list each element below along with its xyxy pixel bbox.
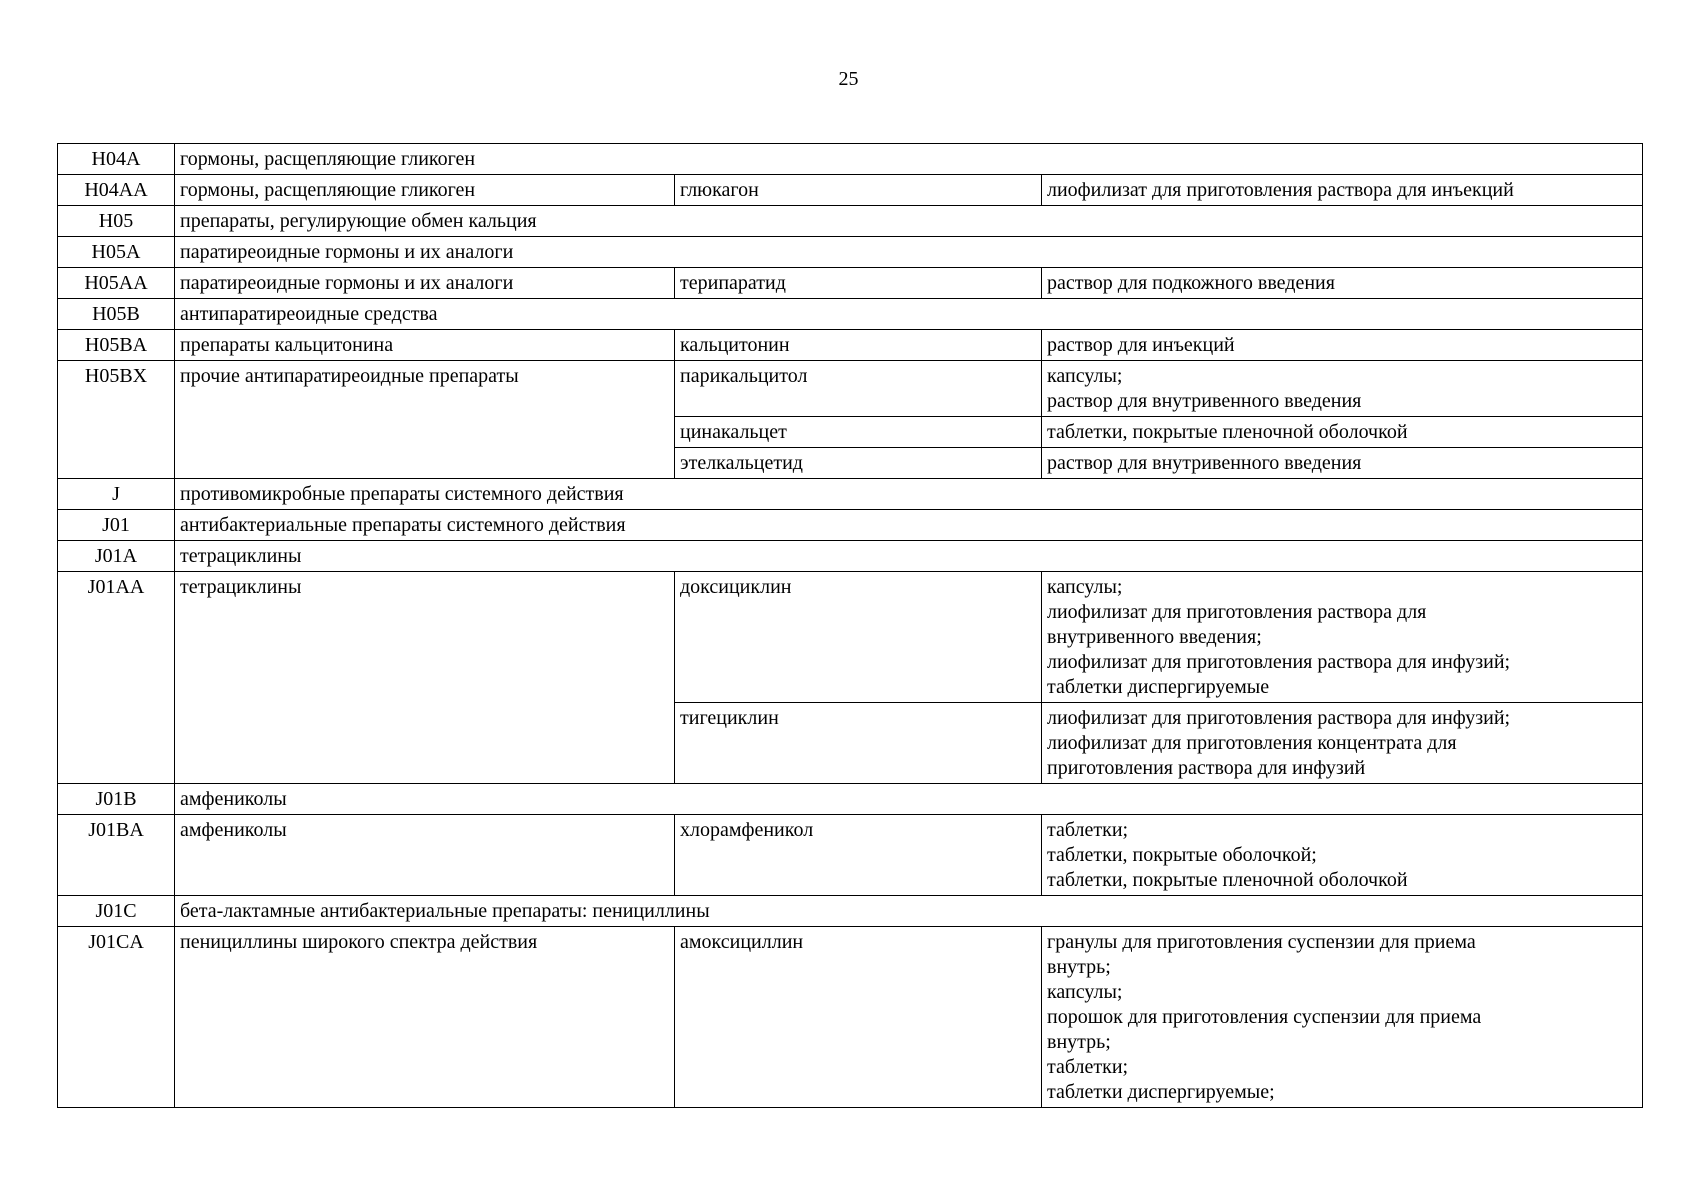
dosage-form-line: капсулы;	[1047, 576, 1123, 598]
table-row	[58, 330, 1643, 361]
dosage-form-line: внутривенного введения;	[1047, 626, 1262, 648]
table-row	[58, 299, 1643, 330]
atc-group-cell: амфениколы	[175, 784, 1643, 815]
dosage-form-line: капсулы;	[1047, 981, 1123, 1003]
atc-group-cell: тетрациклины	[175, 541, 1643, 572]
drug-name-cell: терипаратид	[675, 268, 1042, 299]
dosage-forms-cell	[1042, 175, 1643, 206]
dosage-form-line: раствор для подкожного введения	[1047, 272, 1335, 294]
atc-group-cell: бета-лактамные антибактериальные препараты: пенициллины	[175, 896, 1643, 927]
dosage-forms-cell	[1042, 417, 1643, 448]
drug-name-cell: тигециклин	[675, 703, 1042, 784]
dosage-form-line: гранулы для приготовления суспензии для приема	[1047, 931, 1476, 953]
table-row	[58, 144, 1643, 175]
dosage-forms-cell	[1042, 330, 1643, 361]
atc-code-cell: J01B	[58, 784, 175, 815]
dosage-form-line: внутрь;	[1047, 956, 1111, 978]
dosage-form-line: таблетки;	[1047, 1056, 1129, 1078]
drug-name-cell: цинакальцет	[675, 417, 1042, 448]
drug-name-cell: глюкагон	[675, 175, 1042, 206]
drug-name-cell: этелкальцетид	[675, 448, 1042, 479]
drug-name-cell: кальцитонин	[675, 330, 1042, 361]
atc-group-cell: антипаратиреоидные средства	[175, 299, 1643, 330]
atc-code-cell: H05AA	[58, 268, 175, 299]
dosage-form-line: лиофилизат для приготовления концентрата для	[1047, 732, 1457, 754]
table-row	[58, 927, 1643, 1108]
atc-table-body	[58, 144, 1643, 1108]
dosage-form-line: таблетки, покрытые оболочкой;	[1047, 844, 1317, 866]
atc-code-cell: H05BA	[58, 330, 175, 361]
atc-code-cell: J01AA	[58, 572, 175, 784]
table-row	[58, 175, 1643, 206]
dosage-forms-cell	[1042, 572, 1643, 703]
dosage-form-line: лиофилизат для приготовления раствора для	[1047, 601, 1427, 623]
atc-code-cell: J	[58, 479, 175, 510]
atc-group-cell: паратиреоидные гормоны и их аналоги	[175, 237, 1643, 268]
dosage-forms-cell	[1042, 448, 1643, 479]
table-row	[58, 237, 1643, 268]
dosage-form-line: таблетки;	[1047, 819, 1129, 841]
atc-group-cell: тетрациклины	[175, 572, 675, 784]
atc-code-cell: J01CA	[58, 927, 175, 1108]
atc-group-cell: гормоны, расщепляющие гликоген	[175, 175, 675, 206]
atc-code-cell: J01C	[58, 896, 175, 927]
atc-code-cell: H04AA	[58, 175, 175, 206]
atc-group-cell: антибактериальные препараты системного действия	[175, 510, 1643, 541]
dosage-forms-cell	[1042, 815, 1643, 896]
atc-drug-table	[57, 143, 1643, 1108]
dosage-form-line: раствор для внутривенного введения	[1047, 452, 1362, 474]
dosage-form-line: лиофилизат для приготовления раствора для инфузий;	[1047, 707, 1511, 729]
atc-code-cell: H05	[58, 206, 175, 237]
dosage-forms-cell	[1042, 268, 1643, 299]
atc-group-cell: препараты, регулирующие обмен кальция	[175, 206, 1643, 237]
atc-group-cell: противомикробные препараты системного действия	[175, 479, 1643, 510]
dosage-form-line: раствор для внутривенного введения	[1047, 390, 1362, 412]
dosage-form-line: таблетки, покрытые пленочной оболочкой	[1047, 869, 1408, 891]
atc-code-cell: J01A	[58, 541, 175, 572]
table-row	[58, 784, 1643, 815]
atc-code-cell: H05B	[58, 299, 175, 330]
table-row	[58, 479, 1643, 510]
dosage-forms-cell	[1042, 927, 1643, 1108]
table-row	[58, 541, 1643, 572]
page-number: 25	[838, 68, 859, 90]
atc-group-cell: прочие антипаратиреоидные препараты	[175, 361, 675, 479]
dosage-form-line: внутрь;	[1047, 1031, 1111, 1053]
dosage-form-line: капсулы;	[1047, 365, 1123, 387]
table-row	[58, 896, 1643, 927]
table-row	[58, 268, 1643, 299]
atc-code-cell: H05A	[58, 237, 175, 268]
atc-group-cell: пенициллины широкого спектра действия	[175, 927, 675, 1108]
table-row	[58, 206, 1643, 237]
table-row	[58, 510, 1643, 541]
table-row	[58, 572, 1643, 703]
atc-group-cell: препараты кальцитонина	[175, 330, 675, 361]
dosage-form-line: таблетки диспергируемые;	[1047, 1081, 1275, 1103]
dosage-form-line: лиофилизат для приготовления раствора для инфузий;	[1047, 651, 1511, 673]
atc-group-cell: гормоны, расщепляющие гликоген	[175, 144, 1643, 175]
dosage-form-line: лиофилизат для приготовления раствора для инъекций	[1047, 179, 1514, 201]
atc-code-cell: H04A	[58, 144, 175, 175]
atc-code-cell: J01BA	[58, 815, 175, 896]
drug-name-cell: парикальцитол	[675, 361, 1042, 417]
atc-group-cell: паратиреоидные гормоны и их аналоги	[175, 268, 675, 299]
drug-name-cell: доксициклин	[675, 572, 1042, 703]
table-row	[58, 361, 1643, 417]
atc-code-cell: H05BX	[58, 361, 175, 479]
table-row	[58, 815, 1643, 896]
dosage-form-line: раствор для инъекций	[1047, 334, 1235, 356]
drug-name-cell: хлорамфеникол	[675, 815, 1042, 896]
dosage-form-line: порошок для приготовления суспензии для приема	[1047, 1006, 1482, 1028]
dosage-forms-cell	[1042, 361, 1643, 417]
dosage-form-line: приготовления раствора для инфузий	[1047, 757, 1366, 779]
atc-group-cell: амфениколы	[175, 815, 675, 896]
dosage-forms-cell	[1042, 703, 1643, 784]
drug-name-cell: амоксициллин	[675, 927, 1042, 1108]
dosage-form-line: таблетки диспергируемые	[1047, 676, 1270, 698]
atc-code-cell: J01	[58, 510, 175, 541]
dosage-form-line: таблетки, покрытые пленочной оболочкой	[1047, 421, 1408, 443]
